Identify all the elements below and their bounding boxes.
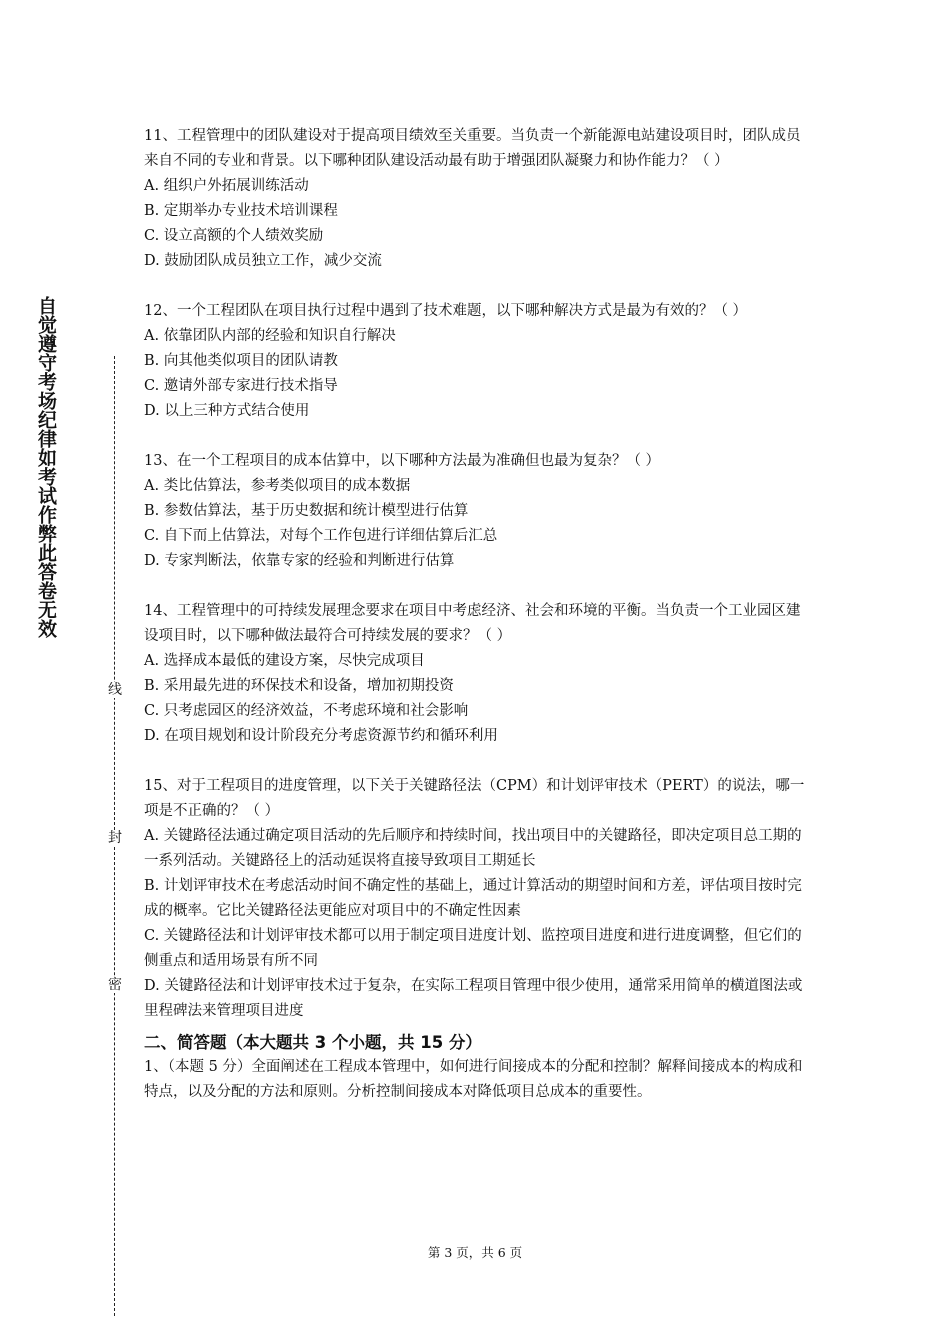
seal-char-xian: 线: [104, 682, 126, 698]
option-a: A. 组织户外拓展训练活动: [144, 178, 309, 194]
question-stem: 11、工程管理中的团队建设对于提高项目绩效至关重要。当负责一个新能源电站建设项目时，团队成员来自不同的专业和背景。以下哪种团队建设活动最有助于增强团队凝聚力和协作能力？（ ）: [144, 128, 801, 169]
option-d: D. 关键路径法和计划评审技术过于复杂，在实际工程项目管理中很少使用，通常采用简单的横道图法或里程碑法来管理项目进度: [144, 978, 803, 1019]
question-stem: 15、对于工程项目的进度管理，以下关于关键路径法（CPM）和计划评审技术（PERT）的说法，哪一项是不正确的？（ ）: [144, 778, 805, 819]
exam-content: [144, 124, 812, 1105]
option-a: A. 关键路径法通过确定项目活动的先后顺序和持续时间，找出项目中的关键路径，即决定项目总工期的一系列活动。关键路径上的活动延误将直接导致项目工期延长: [144, 828, 802, 869]
option-b: B. 向其他类似项目的团队请教: [144, 353, 338, 369]
seal-char-feng: 封: [104, 830, 126, 846]
seal-char-mi: 密: [104, 977, 126, 993]
option-b: B. 采用最先进的环保技术和设备，增加初期投资: [144, 678, 454, 694]
option-c: C. 设立高额的个人绩效奖励: [144, 228, 324, 244]
option-c: C. 关键路径法和计划评审技术都可以用于制定项目进度计划、监控项目进度和进行进度调整，但它们的侧重点和适用场景有所不同: [144, 928, 802, 969]
question-14: [144, 599, 812, 749]
option-d: D. 在项目规划和设计阶段充分考虑资源节约和循环利用: [144, 728, 498, 744]
question-12: [144, 299, 812, 424]
option-d: D. 以上三种方式结合使用: [144, 403, 310, 419]
option-c: C. 只考虑园区的经济效益，不考虑环境和社会影响: [144, 703, 469, 719]
question-11: [144, 124, 812, 274]
exam-discipline-warning: 自觉遵守考场纪律如考试作弊此答卷无效: [35, 296, 57, 638]
question-stem: 13、在一个工程项目的成本估算中，以下哪种方法最为准确但也最为复杂？（ ）: [144, 453, 661, 469]
option-b: B. 计划评审技术在考虑活动时间不确定性的基础上，通过计算活动的期望时间和方差，评估项目按时完成的概率。它比关键路径法更能应对项目中的不确定性因素: [144, 878, 802, 919]
question-stem: 14、工程管理中的可持续发展理念要求在项目中考虑经济、社会和环境的平衡。当负责一个工业园区建设项目时，以下哪种做法最符合可持续发展的要求？（ ）: [144, 603, 801, 644]
option-d: D. 鼓励团队成员独立工作，减少交流: [144, 253, 382, 269]
option-d: D. 专家判断法，依靠专家的经验和判断进行估算: [144, 553, 455, 569]
question-stem: 12、一个工程团队在项目执行过程中遇到了技术难题，以下哪种解决方式是最为有效的？（ ）: [144, 303, 748, 319]
option-b: B. 定期举办专业技术培训课程: [144, 203, 338, 219]
option-b: B. 参数估算法，基于历史数据和统计模型进行估算: [144, 503, 469, 519]
option-c: C. 邀请外部专家进行技术指导: [144, 378, 338, 394]
option-c: C. 自下而上估算法，对每个工作包进行详细估算后汇总: [144, 528, 498, 544]
page-footer: 第 3 页，共 6 页: [427, 1245, 523, 1260]
question-13: [144, 449, 812, 574]
section-title-short-answer: 二、简答题（本大题共 3 个小题，共 15 分）: [144, 1033, 482, 1052]
option-a: A. 选择成本最低的建设方案，尽快完成项目: [144, 653, 425, 669]
option-a: A. 依靠团队内部的经验和知识自行解决: [144, 328, 396, 344]
option-a: A. 类比估算法，参考类似项目的成本数据: [144, 478, 411, 494]
short-answer-question-1: 1、（本题 5 分）全面阐述在工程成本管理中，如何进行间接成本的分配和控制？解释间接成本的构成和特点，以及分配的方法和原则。分析控制间接成本对降低项目总成本的重要性。: [144, 1059, 803, 1100]
question-15: [144, 774, 812, 1024]
